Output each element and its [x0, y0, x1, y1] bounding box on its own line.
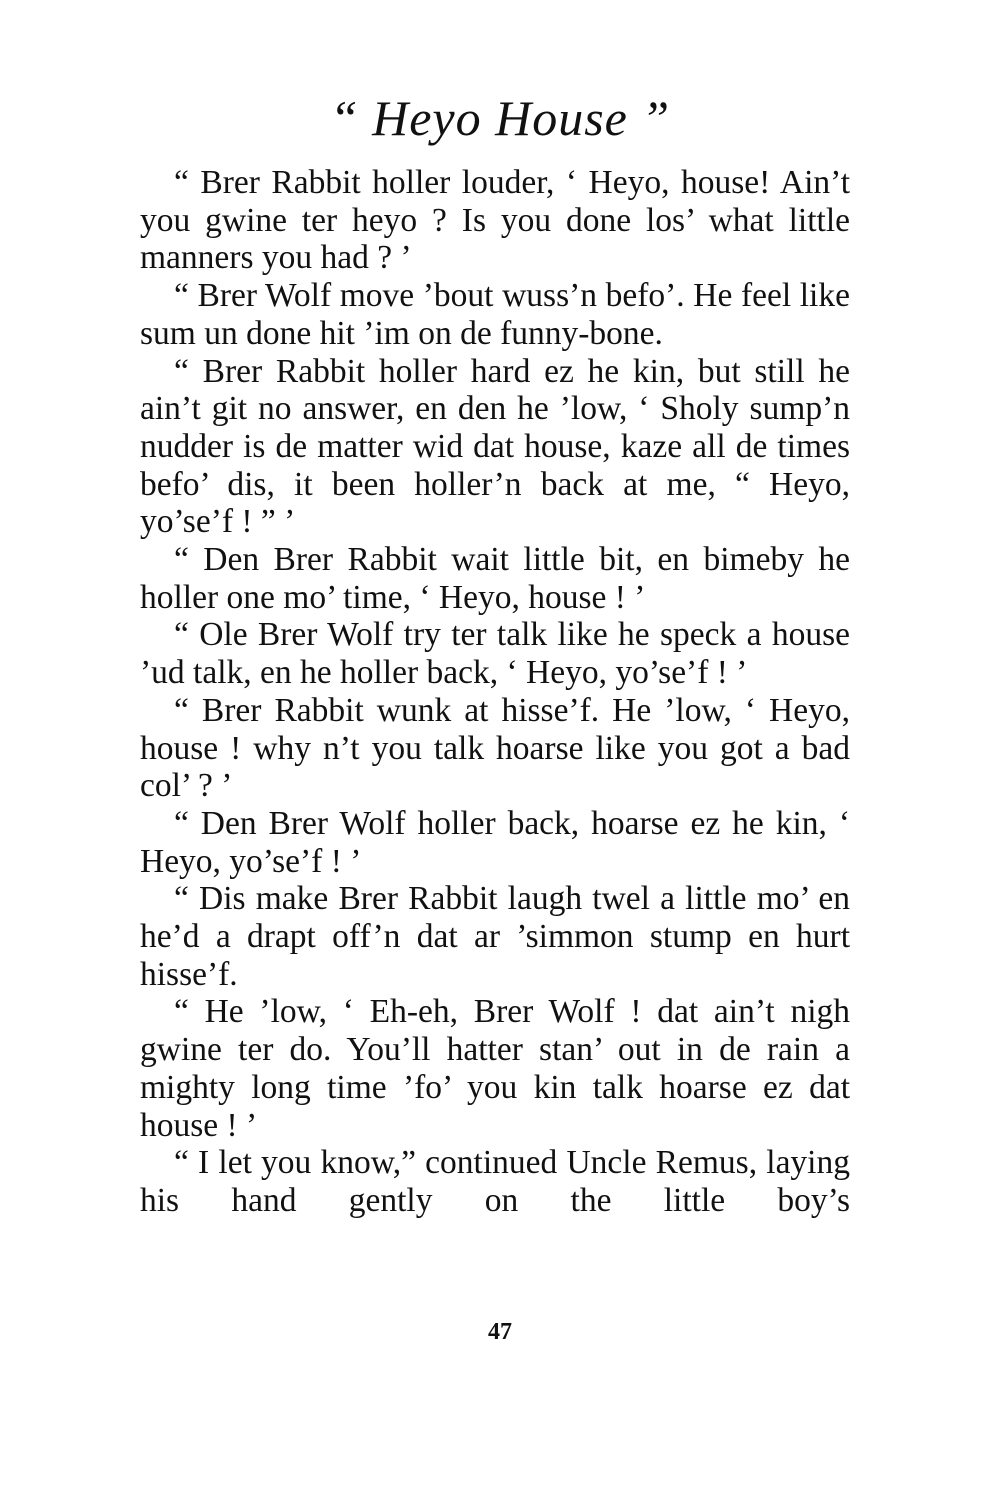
body-text	[140, 164, 850, 1220]
paragraph: “ Brer Wolf move ’bout wuss’n befo’. He feel like sum un done hit ’im on de funny-bone.	[140, 277, 850, 352]
running-title: “ Heyo House ”	[329, 90, 671, 146]
paragraph-continued: “ I let you know,” continued Uncle Remus, laying his hand gently on the little boy’s	[140, 1144, 850, 1219]
paragraph: “ He ’low, ‘ Eh-eh, Brer Wolf ! dat ain’t nigh gwine ter do. You’ll hatter stan’ out in de rain a mighty long time ’fo’ you kin talk hoarse ez dat house ! ’	[140, 993, 850, 1144]
paragraph: “ Den Brer Rabbit wait little bit, en bimeby he holler one mo’ time, ‘ Heyo, house ! ’	[140, 541, 850, 616]
paragraph: “ Brer Rabbit holler hard ez he kin, but still he ain’t git no answer, en den he ’low, ‘ Sholy sump’n nudder is de matter wid dat house, kaze all de times befo’ dis, it been holler’n back at me, “ Heyo, yo’se’f ! ” ’	[140, 352, 850, 541]
paragraph: “ Dis make Brer Rabbit laugh twel a little mo’ en he’d a drapt off’n dat ar ’simmon stump en hurt hisse’f.	[140, 880, 850, 993]
paragraph: “ Brer Rabbit holler louder, ‘ Heyo, house! Ain’t you gwine ter heyo ? Is you done los’ what little manners you had ? ’	[140, 164, 850, 277]
paragraph: “ Den Brer Wolf holler back, hoarse ez he kin, ‘ Heyo, yo’se’f ! ’	[140, 804, 850, 880]
paragraph: “ Brer Rabbit wunk at hisse’f. He ’low, ‘ Heyo, house ! why n’t you talk hoarse like you got a bad col’ ? ’	[140, 691, 850, 805]
page-number: 47	[488, 1319, 512, 1345]
paragraph: “ Ole Brer Wolf try ter talk like he speck a house ’ud talk, en he holler back, ‘ Heyo, yo’se’f ! ’	[140, 616, 850, 692]
